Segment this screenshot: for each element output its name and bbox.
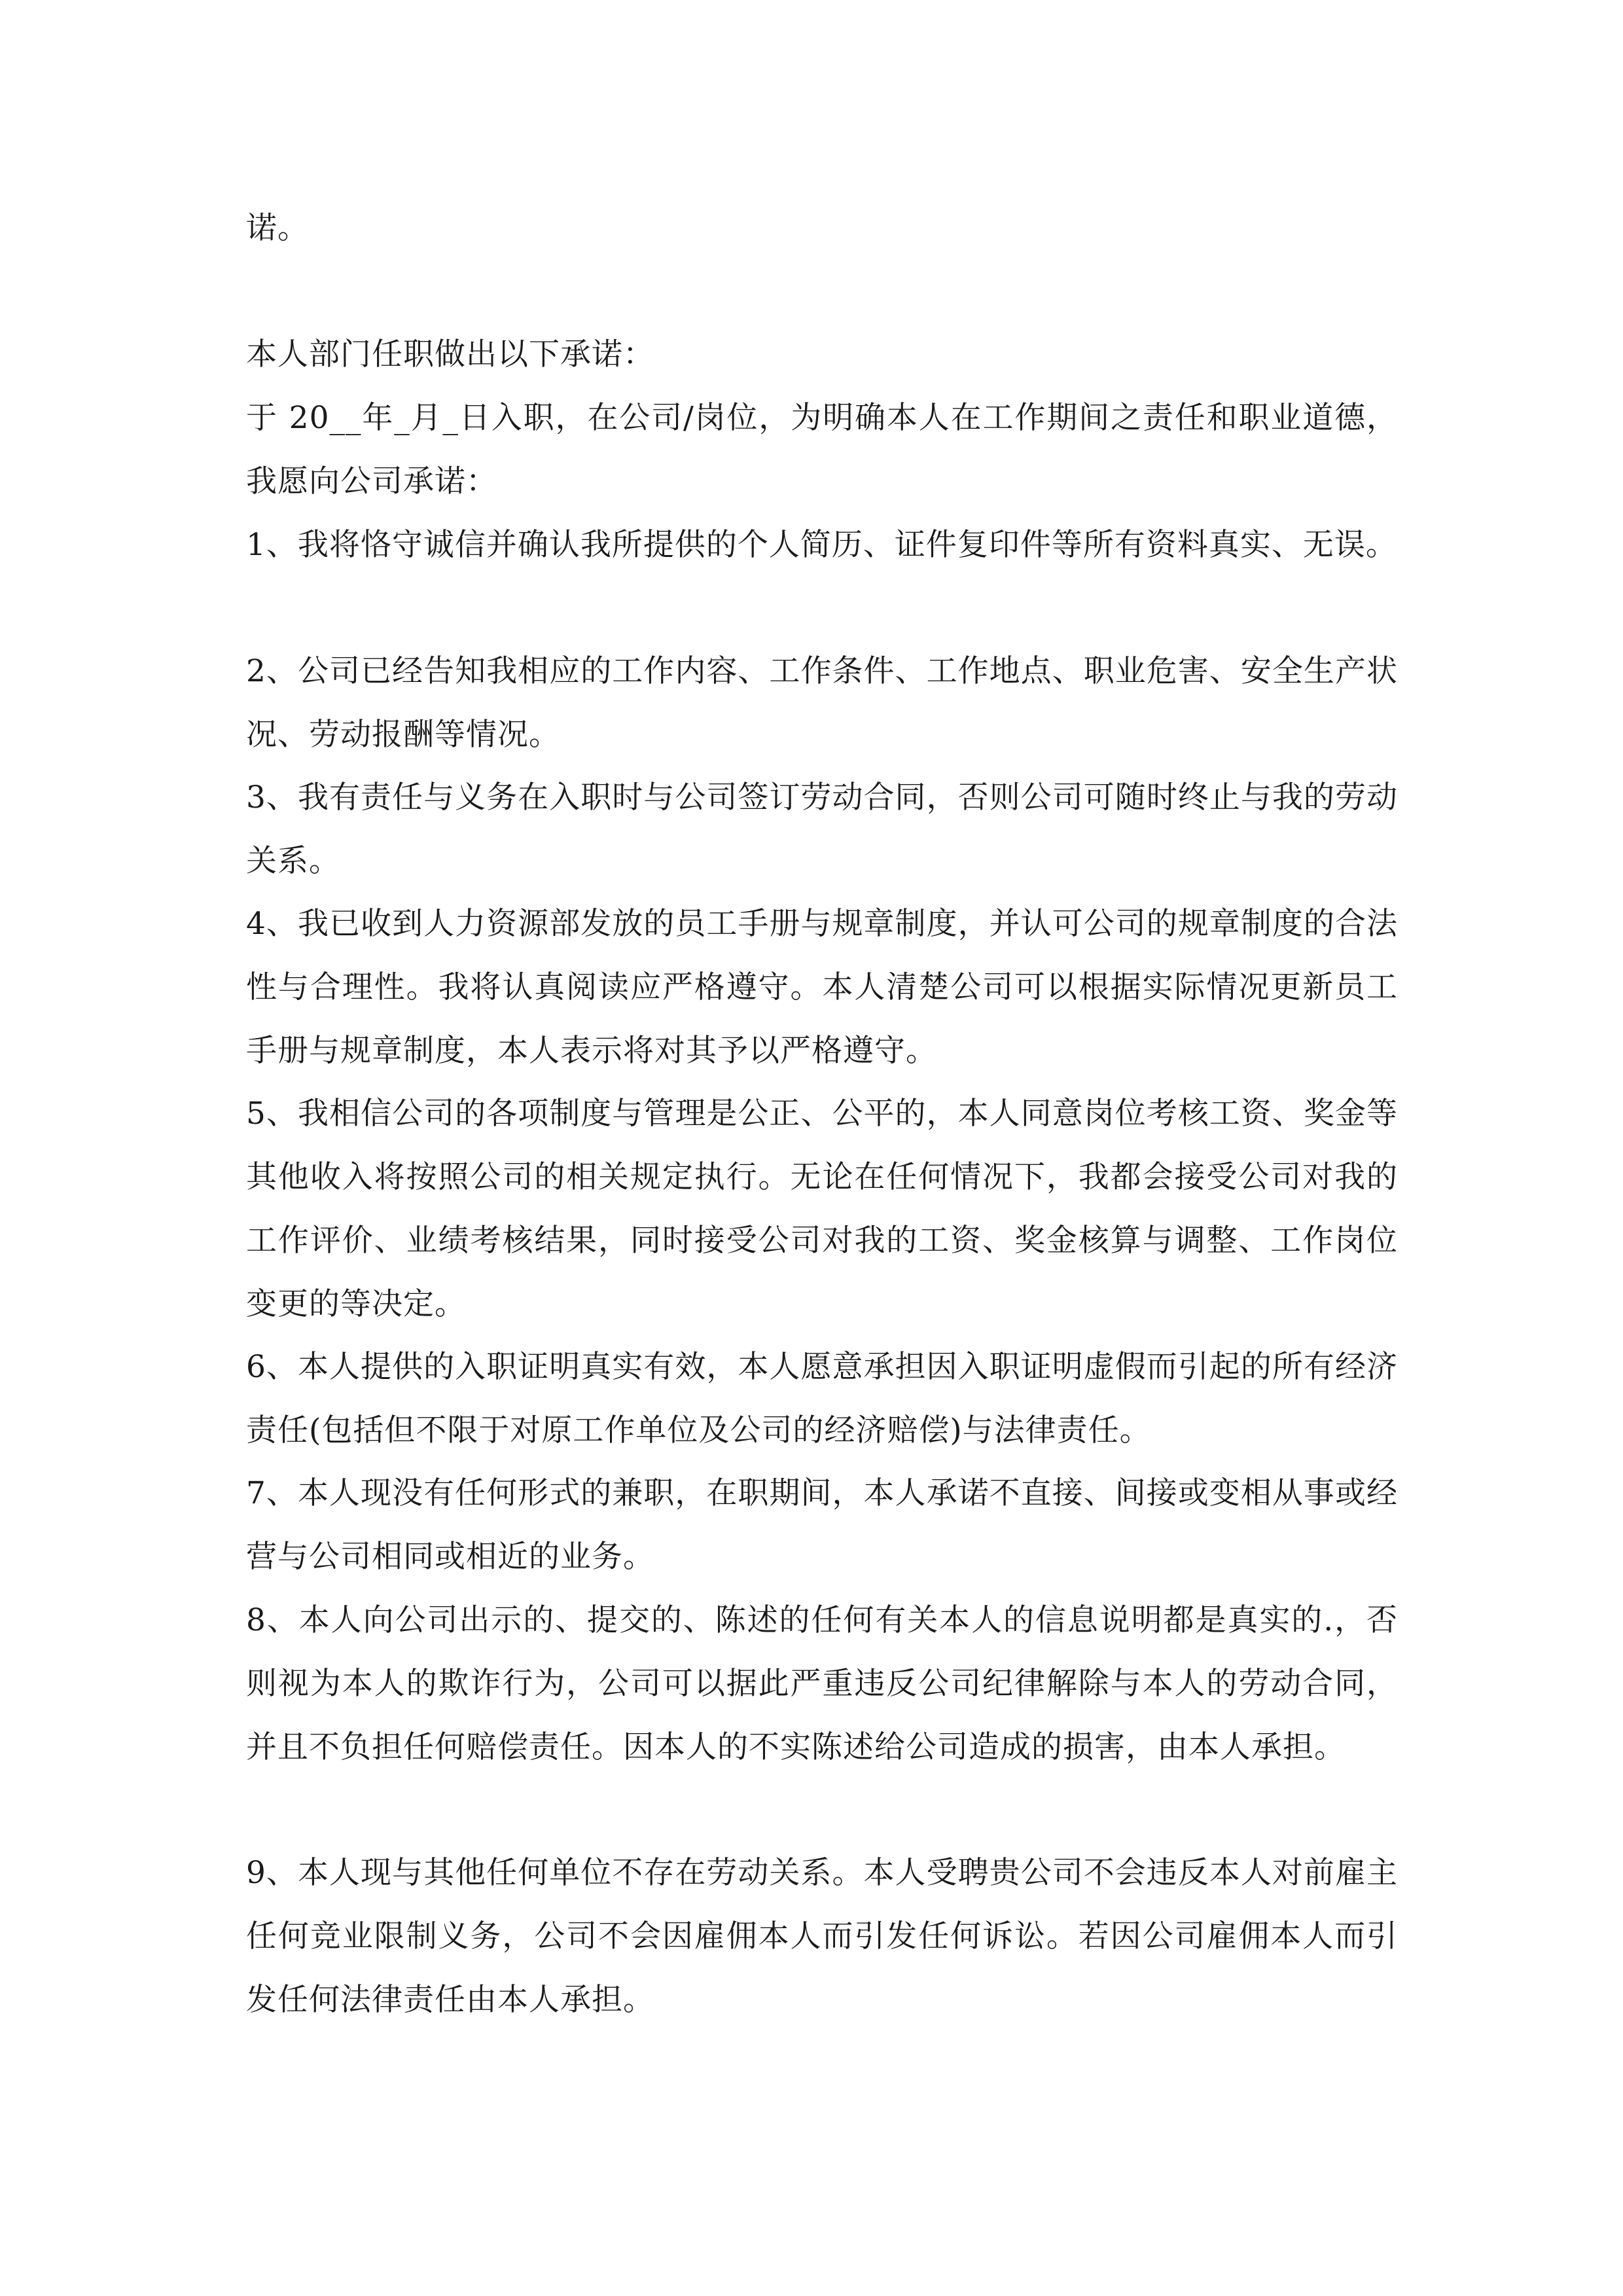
commitment-item-9: 9、本人现与其他任何单位不存在劳动关系。本人受聘贵公司不会违反本人对前雇主任何竞业限制义务，公司不会因雇佣本人而引发任何诉讼。若因公司雇佣本人而引发任何法律责任由本人承担。 [246, 1855, 1398, 2018]
commitment-item-7: 7、本人现没有任何形式的兼职，在职期间，本人承诺不直接、间接或变相从事或经营与公司相同或相近的业务。 [246, 1475, 1398, 1575]
commitment-item-6: 6、本人提供的入职证明真实有效，本人愿意承担因入职证明虚假而引起的所有经济责任(包括但不限于对原工作单位及公司的经济赔偿)与法律责任。 [246, 1349, 1398, 1448]
commitment-item-8: 8、本人向公司出示的、提交的、陈述的任何有关本人的信息说明都是真实的.，否则视为本人的欺诈行为，公司可以据此严重违反公司纪律解除与本人的劳动合同，并且不负担任何赔偿责任。因本人的不实陈述给公司造成的损害，由本人承担。 [246, 1602, 1398, 1765]
pledge-intro: 于 20__年_月_日入职，在公司/岗位，为明确本人在工作期间之责任和职业道德，我愿向公司承诺： [246, 400, 1398, 499]
commitment-header: 本人部门任职做出以下承诺： [246, 336, 654, 372]
commitment-item-2: 2、公司已经告知我相应的工作内容、工作条件、工作地点、职业危害、安全生产状况、劳动报酬等情况。 [246, 653, 1398, 753]
commitment-item-3: 3、我有责任与义务在入职时与公司签订劳动合同，否则公司可随时终止与我的劳动关系。 [246, 780, 1398, 879]
intro-continuation: 诺。 [246, 210, 309, 246]
commitment-item-4: 4、我已收到人力资源部发放的员工手册与规章制度，并认可公司的规章制度的合法性与合理性。我将认真阅读应严格遵守。本人清楚公司可以根据实际情况更新员工手册与规章制度，本人表示将对其予以严格遵守。 [246, 906, 1398, 1069]
commitment-item-1: 1、我将恪守诚信并确认我所提供的个人简历、证件复印件等所有资料真实、无误。 [246, 527, 1397, 563]
commitment-item-5: 5、我相信公司的各项制度与管理是公正、公平的，本人同意岗位考核工资、奖金等其他收入将按照公司的相关规定执行。无论在任何情况下，我都会接受公司对我的工作评价、业绩考核结果，同时接受公司对我的工资、奖金核算与调整、工作岗位变更的等决定。 [246, 1096, 1398, 1322]
